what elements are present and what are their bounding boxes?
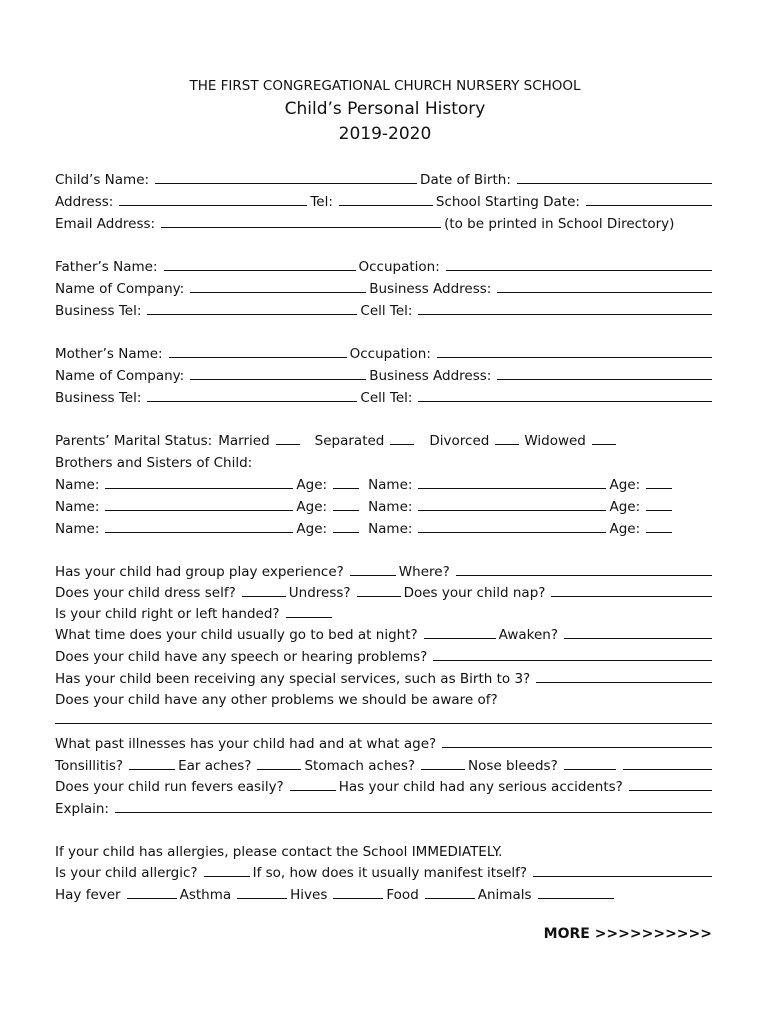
tonsillitis-field[interactable]	[129, 756, 175, 770]
mother-company-label: Name of Company:	[55, 368, 185, 384]
play-row	[55, 561, 715, 583]
undress-field[interactable]	[357, 583, 401, 597]
father-cell-field[interactable]	[418, 301, 712, 315]
allergic-field[interactable]	[204, 863, 250, 877]
widowed-field[interactable]	[592, 431, 616, 445]
school-year: 2019-2020	[338, 124, 432, 144]
dob-label: Date of Birth:	[420, 172, 511, 188]
father-occupation-label: Occupation:	[358, 259, 440, 275]
speech-question: Does your child have any speech or hearing problems?	[55, 649, 428, 665]
allergy-notice-row	[55, 841, 715, 863]
email-label: Email Address:	[55, 216, 156, 232]
email-field[interactable]	[161, 214, 441, 228]
father-business-tel-label: Business Tel:	[55, 303, 142, 319]
mother-tel-row	[55, 387, 715, 409]
sibling-age-label: Age:	[609, 521, 641, 537]
father-cell-label: Cell Tel:	[360, 303, 413, 319]
separated-label: Separated	[314, 433, 385, 449]
father-business-address-label: Business Address:	[369, 281, 492, 297]
explain-field[interactable]	[115, 799, 712, 813]
nose-bleeds-extra-field[interactable]	[623, 756, 712, 770]
sibling-name-field[interactable]	[418, 475, 606, 489]
sibling-name-field[interactable]	[418, 497, 606, 511]
fevers-row	[55, 776, 715, 798]
nap-question: Does your child nap?	[403, 585, 546, 601]
services-question: Has your child been receiving any special services, such as Birth to 3?	[55, 671, 531, 687]
father-company-row	[55, 278, 715, 300]
dress-row	[55, 582, 715, 604]
hives-label: Hives	[290, 887, 328, 903]
sibling-row	[55, 474, 715, 496]
father-company-label: Name of Company:	[55, 281, 185, 297]
where-label: Where?	[398, 564, 450, 580]
address-row	[55, 191, 715, 213]
address-field[interactable]	[119, 192, 307, 206]
mother-name-row	[55, 343, 715, 365]
handed-question: Is your child right or left handed?	[55, 606, 280, 622]
animals-label: Animals	[477, 887, 532, 903]
explain-label: Explain:	[55, 801, 109, 817]
more-indicator: MORE >>>>>>>>>>	[543, 926, 712, 942]
school-name: THE FIRST CONGREGATIONAL CHURCH NURSERY SCHOOL	[189, 78, 581, 94]
sibling-row	[55, 496, 715, 518]
allergy-types-row	[55, 884, 715, 906]
sibling-name-label: Name:	[368, 499, 413, 515]
mother-business-address-field[interactable]	[497, 366, 712, 380]
start-date-label: School Starting Date:	[435, 194, 580, 210]
accidents-field[interactable]	[629, 777, 712, 791]
bed-question: What time does your child usually go to bed at night?	[55, 627, 418, 643]
sibling-name-field[interactable]	[105, 475, 293, 489]
other-problems-line	[55, 710, 715, 732]
mother-business-tel-label: Business Tel:	[55, 390, 142, 406]
father-name-label: Father’s Name:	[55, 259, 158, 275]
sibling-age-label: Age:	[296, 499, 328, 515]
bed-field[interactable]	[424, 625, 496, 639]
mother-business-address-label: Business Address:	[369, 368, 492, 384]
allergy-notice: If your child has allergies, please contact the School IMMEDIATELY.	[55, 844, 503, 860]
other-problems-question: Does your child have any other problems we should be aware of?	[55, 692, 498, 708]
sibling-age-field[interactable]	[646, 475, 672, 489]
tel-label: Tel:	[310, 194, 333, 210]
dress-question: Does your child dress self?	[55, 585, 236, 601]
dob-field[interactable]	[517, 170, 712, 184]
play-question: Has your child had group play experience?	[55, 564, 344, 580]
accidents-question: Has your child had any serious accidents?	[338, 779, 623, 795]
sibling-name-label: Name:	[55, 499, 100, 515]
mother-occupation-field[interactable]	[437, 344, 712, 358]
other-problems-row	[55, 689, 715, 711]
speech-row	[55, 646, 715, 668]
father-name-field[interactable]	[164, 257, 356, 271]
manifest-question: If so, how does it usually manifest itself?	[252, 865, 528, 881]
ear-aches-field[interactable]	[257, 756, 301, 770]
play-field[interactable]	[350, 562, 396, 576]
mother-company-row	[55, 365, 715, 387]
mother-name-label: Mother’s Name:	[55, 346, 163, 362]
siblings-heading: Brothers and Sisters of Child:	[55, 455, 253, 471]
awaken-label: Awaken?	[498, 627, 559, 643]
form-title: Child’s Personal History	[284, 99, 486, 119]
services-field[interactable]	[536, 669, 712, 683]
sibling-name-label: Name:	[55, 521, 100, 537]
food-field[interactable]	[425, 885, 475, 899]
stomach-aches-field[interactable]	[421, 756, 465, 770]
ailments-row	[55, 755, 715, 777]
sibling-age-field[interactable]	[333, 497, 359, 511]
illnesses-field[interactable]	[442, 734, 712, 748]
sibling-age-field[interactable]	[333, 519, 359, 533]
where-field[interactable]	[456, 562, 712, 576]
tonsillitis-label: Tonsillitis?	[55, 758, 124, 774]
email-row	[55, 213, 715, 235]
services-row	[55, 668, 715, 690]
widowed-label: Widowed	[524, 433, 586, 449]
father-company-field[interactable]	[190, 279, 366, 293]
divorced-label: Divorced	[429, 433, 490, 449]
sibling-age-field[interactable]	[646, 519, 672, 533]
married-field[interactable]	[276, 431, 300, 445]
sibling-age-label: Age:	[296, 477, 328, 493]
sibling-age-field[interactable]	[646, 497, 672, 511]
bed-row	[55, 624, 715, 646]
sibling-name-field[interactable]	[105, 519, 293, 533]
sibling-age-field[interactable]	[333, 475, 359, 489]
ear-aches-label: Ear aches?	[178, 758, 252, 774]
sibling-name-label: Name:	[368, 521, 413, 537]
mother-occupation-label: Occupation:	[349, 346, 431, 362]
speech-field[interactable]	[433, 647, 712, 661]
nap-field[interactable]	[551, 583, 712, 597]
sibling-name-field[interactable]	[418, 519, 606, 533]
separated-field[interactable]	[390, 431, 414, 445]
marital-status-row	[55, 430, 715, 452]
asthma-label: Asthma	[179, 887, 232, 903]
explain-row	[55, 798, 715, 820]
sibling-name-label: Name:	[368, 477, 413, 493]
other-problems-field[interactable]	[55, 710, 712, 724]
child-name-label: Child’s Name:	[55, 172, 150, 188]
hives-field[interactable]	[333, 885, 383, 899]
sibling-name-field[interactable]	[105, 497, 293, 511]
mother-cell-label: Cell Tel:	[360, 390, 413, 406]
fevers-question: Does your child run fevers easily?	[55, 779, 284, 795]
manifest-field[interactable]	[533, 863, 712, 877]
undress-label: Undress?	[288, 585, 351, 601]
father-occupation-field[interactable]	[446, 257, 712, 271]
father-business-tel-field[interactable]	[147, 301, 357, 315]
stomach-aches-label: Stomach aches?	[304, 758, 416, 774]
sibling-age-label: Age:	[296, 521, 328, 537]
sibling-row	[55, 518, 715, 540]
sibling-name-label: Name:	[55, 477, 100, 493]
father-business-address-field[interactable]	[497, 279, 712, 293]
mother-cell-field[interactable]	[418, 388, 712, 402]
mother-name-field[interactable]	[169, 344, 347, 358]
hay-fever-label: Hay fever	[55, 887, 121, 903]
father-name-row	[55, 256, 715, 278]
email-note: (to be printed in School Directory)	[444, 216, 675, 232]
awaken-field[interactable]	[564, 625, 712, 639]
illnesses-row	[55, 733, 715, 755]
start-date-field[interactable]	[586, 192, 712, 206]
mother-company-field[interactable]	[190, 366, 366, 380]
handed-row	[55, 603, 715, 625]
mother-business-tel-field[interactable]	[147, 388, 357, 402]
father-tel-row	[55, 300, 715, 322]
divorced-field[interactable]	[495, 431, 519, 445]
child-name-field[interactable]	[155, 170, 417, 184]
asthma-field[interactable]	[237, 885, 287, 899]
sibling-age-label: Age:	[609, 499, 641, 515]
dress-field[interactable]	[242, 583, 286, 597]
child-name-row	[55, 169, 715, 191]
illnesses-question: What past illnesses has your child had and at what age?	[55, 736, 437, 752]
nose-bleeds-label: Nose bleeds?	[468, 758, 558, 774]
animals-field[interactable]	[538, 885, 614, 899]
hay-fever-field[interactable]	[127, 885, 177, 899]
handed-field[interactable]	[286, 604, 332, 618]
sibling-age-label: Age:	[609, 477, 641, 493]
nose-bleeds-field[interactable]	[564, 756, 616, 770]
married-label: Married	[218, 433, 270, 449]
siblings-heading-row	[55, 452, 715, 474]
marital-status-label: Parents’ Marital Status:	[55, 433, 213, 449]
fevers-field[interactable]	[290, 777, 336, 791]
address-label: Address:	[55, 194, 114, 210]
allergic-row	[55, 862, 715, 884]
tel-field[interactable]	[339, 192, 433, 206]
allergic-question: Is your child allergic?	[55, 865, 198, 881]
food-label: Food	[386, 887, 419, 903]
